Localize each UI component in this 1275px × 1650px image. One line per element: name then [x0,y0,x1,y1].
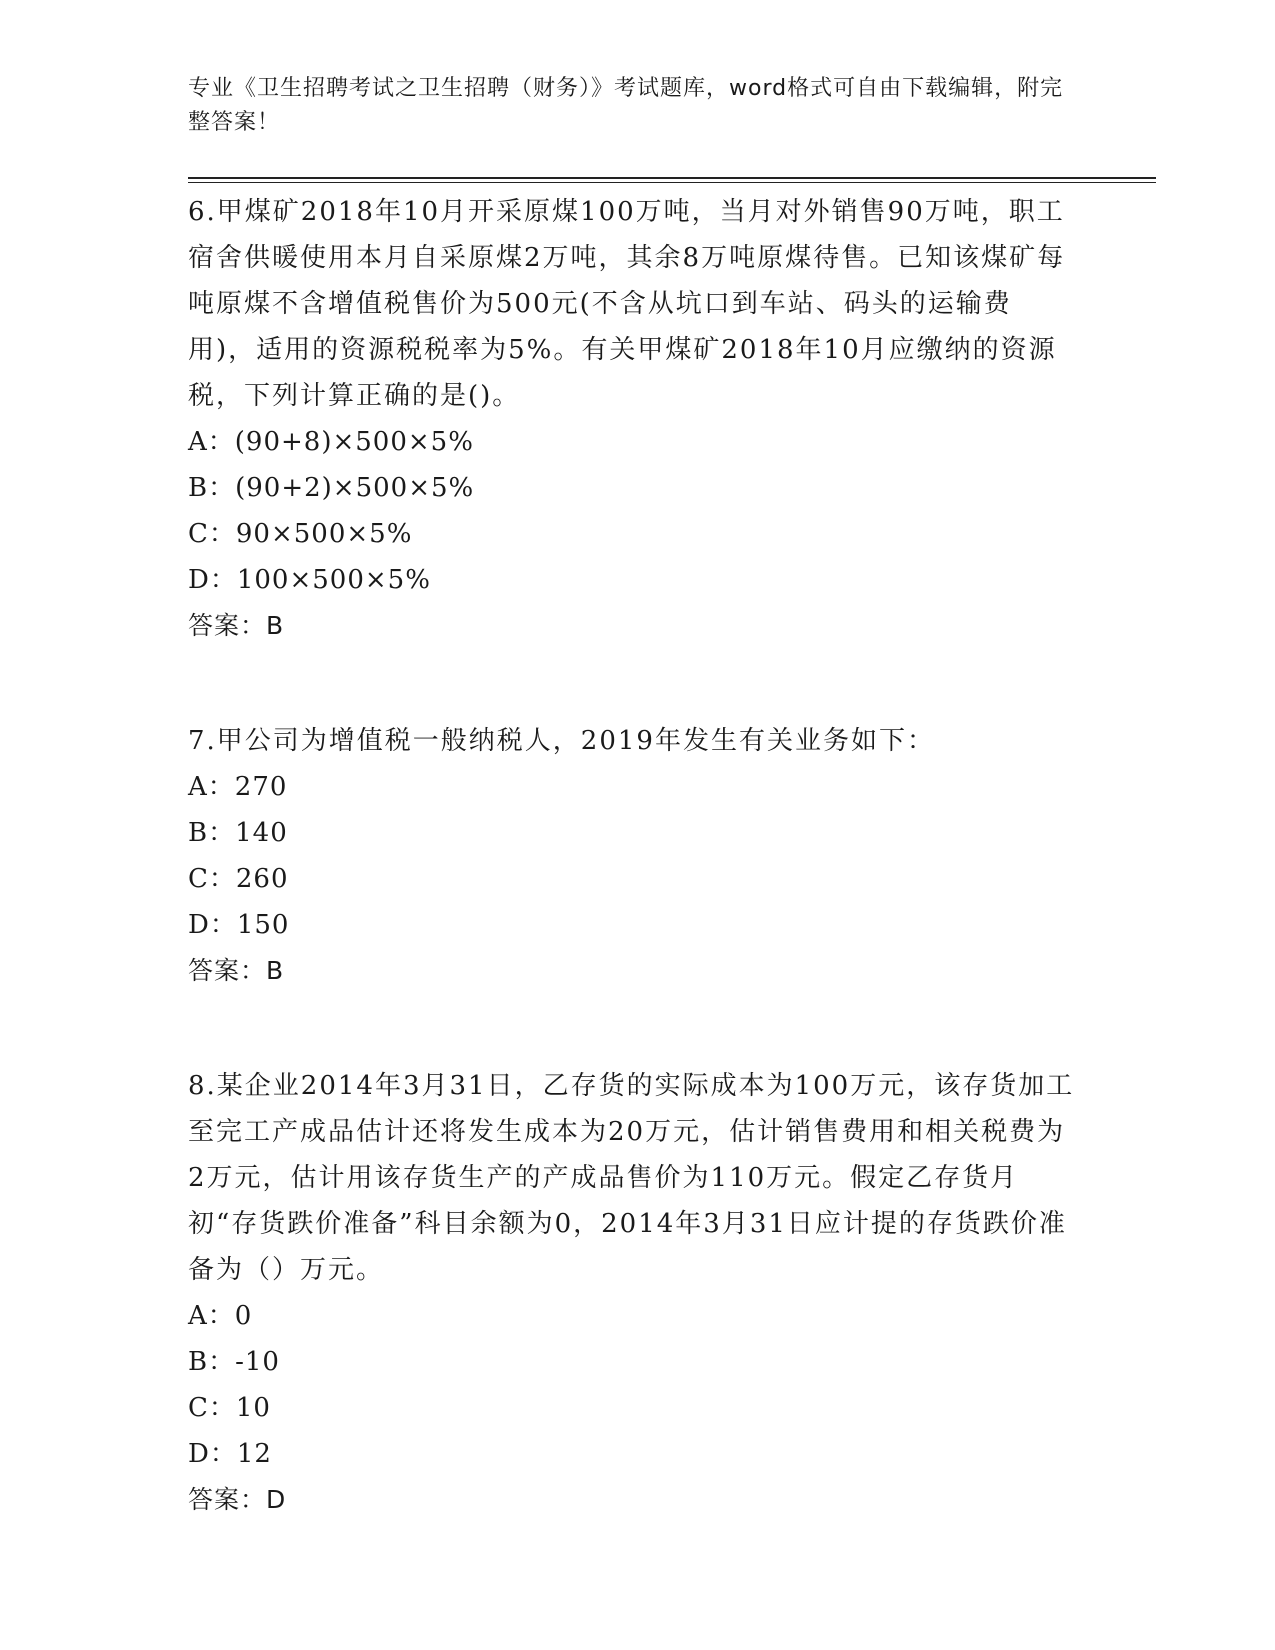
question-6 [188,189,1088,649]
question-8 [188,1063,1088,1523]
question-stem: 6.甲煤矿2018年10月开采原煤100万吨，当月对外销售90万吨，职工宿舍供暖使用本月自采原煤2万吨，其余8万吨原煤待售。已知该煤矿每吨原煤不含增值税售价为500元(不含从坑口到车站、码头的运输费用)，适用的资源税税率为5%。有关甲煤矿2018年10月应缴纳的资源税，下列计算正确的是()。 [188,197,1066,411]
option-a: A：270 [188,772,288,802]
question-spacer [188,649,1088,718]
option-d: D：12 [188,1439,272,1469]
answer-line: 答案：B [188,611,285,640]
option-c: C：10 [188,1393,271,1423]
option-c: C：90×500×5% [188,519,413,549]
question-spacer [188,994,1088,1063]
option-d: D：150 [188,910,290,940]
option-a: A：(90+8)×500×5% [188,427,474,457]
header-divider-thick [188,177,1156,179]
answer-line: 答案：B [188,956,285,985]
option-a: A：0 [188,1301,253,1331]
option-b: B：-10 [188,1347,280,1377]
document-header: 专业《卫生招聘考试之卫生招聘（财务）》考试题库，word格式可自由下载编辑，附完整答案！ [188,76,1064,135]
question-stem: 7.甲公司为增值税一般纳税人，2019年发生有关业务如下： [188,726,935,756]
answer-line: 答案：D [188,1485,287,1514]
question-list [188,189,1088,1523]
option-c: C：260 [188,864,289,894]
option-b: B：140 [188,818,288,848]
option-d: D：100×500×5% [188,565,431,595]
option-b: B：(90+2)×500×5% [188,473,475,503]
question-7 [188,718,1088,994]
header-divider-thin [188,182,1156,183]
question-stem: 8.某企业2014年3月31日，乙存货的实际成本为100万元，该存货加工至完工产成品估计还将发生成本为20万元，估计销售费用和相关税费为2万元，估计用该存货生产的产成品售价为110万元。假定乙存货月初“存货跌价准备”科目余额为0，2014年3月31日应计提的存货跌价准备为（）万元。 [188,1071,1075,1285]
